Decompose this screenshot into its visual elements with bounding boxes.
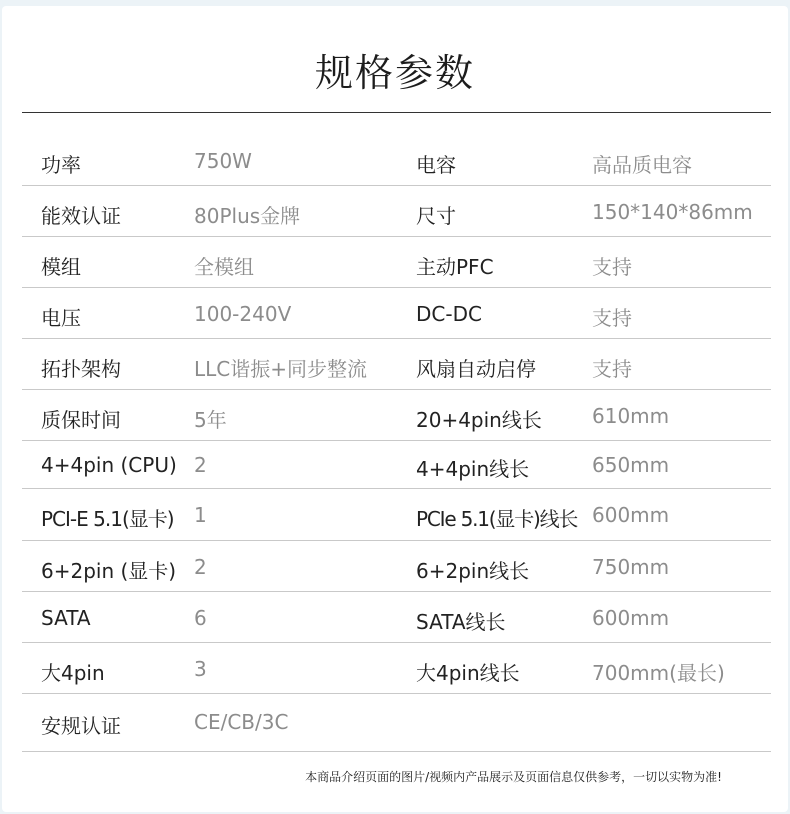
spec-label: 尺寸 (416, 204, 456, 228)
spec-value: 6 (194, 606, 207, 630)
spec-value: 5年 (194, 408, 227, 432)
spec-value: 支持 (592, 357, 632, 381)
spec-label: 大4pin线长 (416, 661, 520, 685)
spec-label: 电容 (416, 153, 456, 177)
spec-label: SATA (41, 606, 91, 630)
spec-label: SATA线长 (416, 610, 506, 634)
table-row (22, 135, 771, 186)
spec-value: 750mm (592, 555, 670, 579)
page-title: 规格参数 (314, 51, 475, 95)
spec-label: 功率 (41, 153, 81, 177)
spec-value: LLC谐振+同步整流 (194, 357, 368, 381)
spec-label: 拓扑架构 (41, 357, 121, 381)
spec-value: 610mm (592, 404, 670, 428)
spec-label: 大4pin (41, 661, 105, 685)
spec-label: PCIe 5.1(显卡)线长 (416, 507, 578, 531)
table-row (22, 339, 771, 390)
spec-label: DC-DC (416, 302, 482, 326)
spec-value: 650mm (592, 453, 670, 477)
spec-label: 能效认证 (41, 204, 121, 228)
spec-value: 1 (194, 503, 207, 527)
spec-value: 700mm(最长) (592, 661, 725, 685)
spec-label: 6+2pin (显卡) (41, 559, 177, 583)
table-row (22, 694, 771, 752)
spec-label: 电压 (41, 306, 81, 330)
spec-label: 20+4pin线长 (416, 408, 542, 432)
spec-value: 2 (194, 453, 207, 477)
title-divider (22, 112, 771, 113)
spec-value: 3 (194, 657, 207, 681)
table-row (22, 441, 771, 489)
spec-label: 4+4pin (CPU) (41, 453, 177, 477)
spec-value: 600mm (592, 503, 670, 527)
spec-label: 4+4pin线长 (416, 457, 530, 481)
spec-label: 风扇自动启停 (416, 357, 536, 381)
disclaimer-footnote: 本商品介绍页面的图片/视频内产品展示及页面信息仅供参考，一切以实物为准! (305, 770, 722, 784)
table-row (22, 237, 771, 288)
table-row (22, 288, 771, 339)
spec-value: 150*140*86mm (592, 200, 753, 224)
table-row (22, 489, 771, 541)
spec-value: 全模组 (194, 255, 254, 279)
table-row (22, 541, 771, 592)
spec-label: 安规认证 (41, 714, 121, 738)
spec-value: 100-240V (194, 302, 292, 326)
spec-label: 主动PFC (416, 255, 494, 279)
spec-value: 高品质电容 (592, 153, 692, 177)
spec-value: 支持 (592, 306, 632, 330)
table-row (22, 592, 771, 643)
table-row (22, 390, 771, 441)
spec-label: 模组 (41, 255, 81, 279)
table-row (22, 186, 771, 237)
spec-value: 600mm (592, 606, 670, 630)
spec-value: 支持 (592, 255, 632, 279)
spec-value: 80Plus金牌 (194, 204, 301, 228)
spec-table (22, 135, 771, 752)
spec-label: 6+2pin线长 (416, 559, 530, 583)
spec-value: 750W (194, 149, 252, 173)
table-row (22, 643, 771, 694)
spec-label: PCI-E 5.1(显卡) (41, 507, 174, 531)
spec-value: 2 (194, 555, 207, 579)
spec-label: 质保时间 (41, 408, 121, 432)
spec-value: CE/CB/3C (194, 710, 289, 734)
